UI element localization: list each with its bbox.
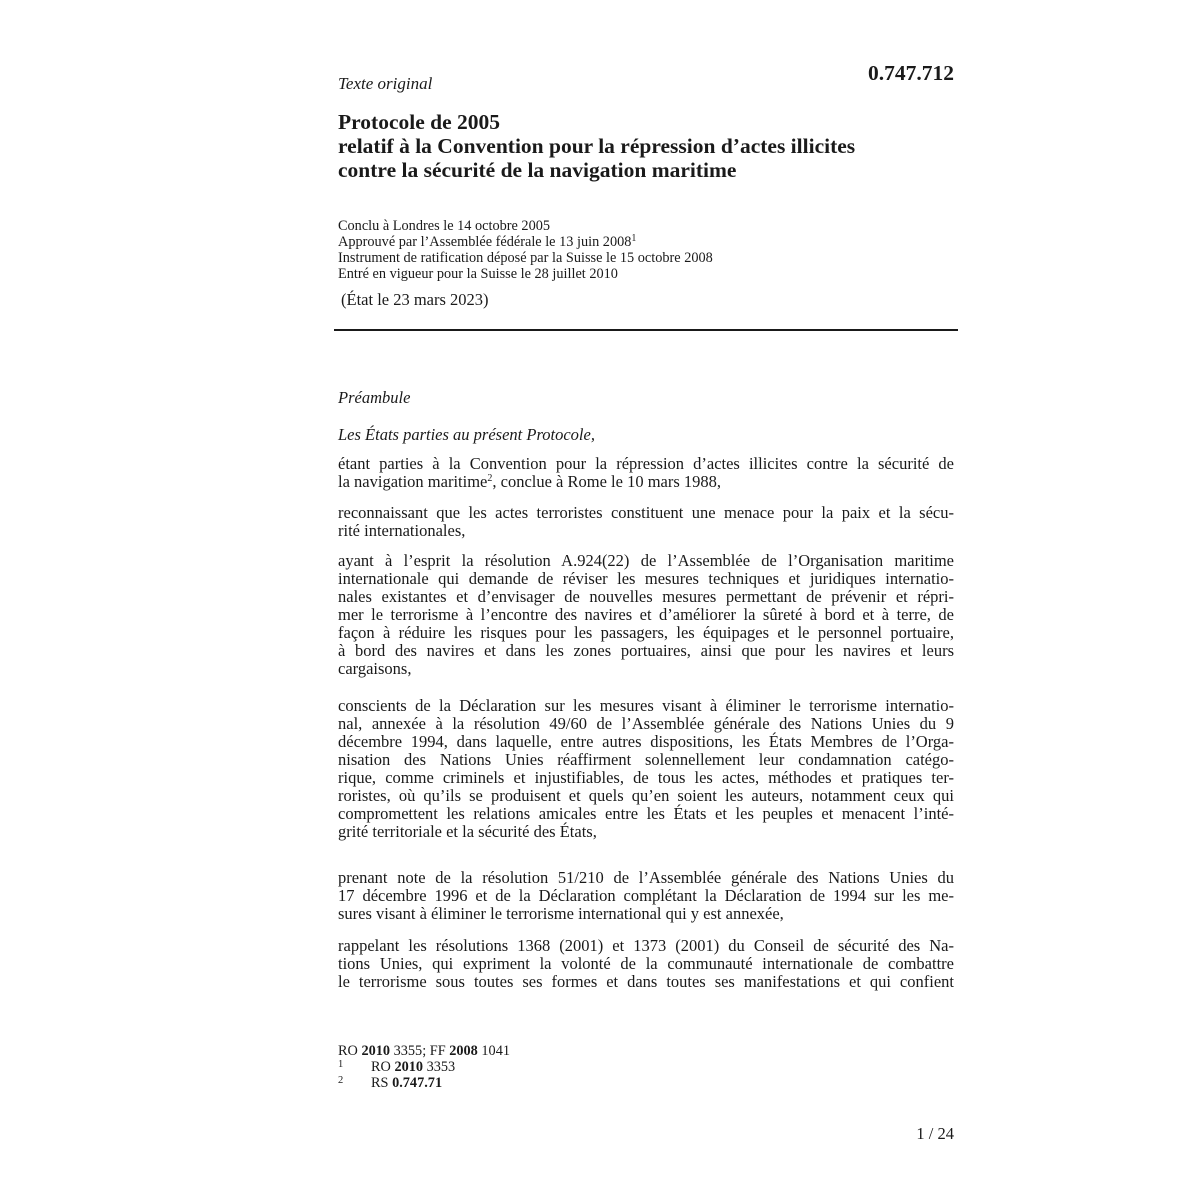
text-fragment: 3353 bbox=[423, 1059, 456, 1075]
preamble-heading: Préambule bbox=[338, 388, 411, 407]
page-number: 1 / 24 bbox=[916, 1124, 954, 1143]
footnote-ref[interactable]: 1 bbox=[631, 233, 637, 244]
text-line: nisation des Nations Unies réaffirment solennellement leur condamnation catégo- bbox=[338, 750, 954, 769]
text-line: roristes, où qu’ils se produisent et quels qu’en soient les auteurs, notamment ceux qui bbox=[338, 786, 954, 805]
footnotes bbox=[338, 1043, 638, 1091]
text-line: sures visant à éliminer le terrorisme international qui y est annexée, bbox=[338, 904, 784, 923]
document-metadata bbox=[338, 218, 958, 282]
text-line: à bord des navires et dans les zones portuaires, ainsi que pour les navires et leurs bbox=[338, 641, 954, 660]
document-label: Texte original bbox=[338, 74, 433, 93]
footnote-ref[interactable]: 2 bbox=[487, 473, 493, 484]
text-line: rappelant les résolutions 1368 (2001) et 1373 (2001) du Conseil de sécurité des Na- bbox=[338, 936, 954, 955]
text-line: 17 décembre 1996 et de la Déclaration complétant la Déclaration de 1994 sur les me- bbox=[338, 886, 954, 905]
text-line: ayant à l’esprit la résolution A.924(22) de l’Assemblée de l’Organisation maritime bbox=[338, 551, 954, 570]
text-fragment: RS bbox=[371, 1075, 393, 1091]
footnote-2 bbox=[338, 1075, 638, 1091]
state-date: (État le 23 mars 2023) bbox=[341, 290, 489, 309]
text-fragment: 3355; FF bbox=[390, 1043, 450, 1059]
text-line: reconnaissant que les actes terroristes constituent une menace pour la paix et la sécu- bbox=[338, 503, 954, 522]
preamble-parties: Les États parties au présent Protocole, bbox=[338, 425, 595, 444]
text-line: nales existantes et d’envisager de nouvelles mesures permettant de prévenir et répri- bbox=[338, 587, 954, 606]
text-line: le terrorisme sous toutes ses formes et dans toutes ses manifestations et qui confient bbox=[338, 972, 954, 991]
text-fragment: la navigation maritime bbox=[338, 472, 488, 491]
concluded-line: Conclu à Londres le 14 octobre 2005 bbox=[338, 218, 551, 234]
preamble-paragraph-3 bbox=[338, 552, 954, 678]
document-title bbox=[338, 110, 978, 182]
approved-text: Approuvé par l’Assemblée fédérale le 13 juin 2008 bbox=[338, 234, 632, 250]
footnote-number: 1 bbox=[338, 1059, 344, 1070]
text-fragment: 0.747.71 bbox=[392, 1075, 443, 1091]
preamble-paragraph-1 bbox=[338, 455, 954, 491]
title-line: Protocole de 2005 bbox=[338, 110, 501, 134]
sr-number: 0.747.712 bbox=[868, 61, 954, 85]
publication-reference bbox=[338, 1043, 638, 1059]
text-fragment: RO bbox=[338, 1043, 362, 1059]
text-line: nal, annexée à la résolution 49/60 de l’Assemblée générale des Nations Unies du 9 bbox=[338, 714, 954, 733]
preamble-paragraph-6 bbox=[338, 937, 954, 991]
text-fragment: 2010 bbox=[361, 1043, 391, 1059]
preamble-paragraph-2 bbox=[338, 504, 954, 540]
text-line: rité internationales, bbox=[338, 521, 466, 540]
text-fragment: 2010 bbox=[394, 1059, 424, 1075]
text-fragment: 2008 bbox=[449, 1043, 478, 1059]
ratification-line: Instrument de ratification déposé par la Suisse le 15 octobre 2008 bbox=[338, 250, 713, 266]
text-line: internationale qui demande de réviser les mesures techniques et juridiques internatio- bbox=[338, 569, 954, 588]
title-line: contre la sécurité de la navigation maritime bbox=[338, 158, 737, 182]
footnote-number: 2 bbox=[338, 1075, 344, 1086]
preamble-paragraph-4 bbox=[338, 697, 954, 841]
text-line: façon à réduire les risques pour les passagers, les équipages et le personnel portuaire, bbox=[338, 623, 954, 642]
text-line bbox=[338, 473, 954, 491]
text-fragment: , conclue à Rome le 10 mars 1988, bbox=[492, 472, 722, 491]
text-line: conscients de la Déclaration sur les mesures visant à éliminer le terrorisme internatio- bbox=[338, 696, 954, 715]
text-fragment: RO bbox=[371, 1059, 395, 1075]
preamble-paragraph-5 bbox=[338, 869, 954, 923]
footnote-1 bbox=[338, 1059, 638, 1075]
title-line: relatif à la Convention pour la répression d’actes illicites bbox=[338, 134, 856, 158]
text-line: cargaisons, bbox=[338, 659, 412, 678]
header-divider bbox=[334, 329, 958, 331]
text-line: compromettent les relations amicales entre les États et les peuples et menacent l’inté- bbox=[338, 804, 954, 823]
text-line: prenant note de la résolution 51/210 de l’Assemblée générale des Nations Unies du bbox=[338, 868, 954, 887]
text-line: tions Unies, qui expriment la volonté de la communauté internationale de combattre bbox=[338, 954, 954, 973]
text-line: mer le terrorisme à l’encontre des navires et d’améliorer la sûreté à bord et à terre, de bbox=[338, 605, 954, 624]
text-line: étant parties à la Convention pour la répression d’actes illicites contre la sécurité de bbox=[338, 454, 954, 473]
text-line: décembre 1994, dans laquelle, entre autres dispositions, les États Membres de l’Orga- bbox=[338, 732, 954, 751]
text-line: rique, comme criminels et injustifiables, de tous les actes, méthodes et pratiques ter- bbox=[338, 768, 954, 787]
text-fragment: 1041 bbox=[477, 1043, 510, 1059]
in-force-line: Entré en vigueur pour la Suisse le 28 juillet 2010 bbox=[338, 266, 618, 282]
text-line: grité territoriale et la sécurité des États, bbox=[338, 822, 597, 841]
approved-line bbox=[338, 234, 958, 250]
